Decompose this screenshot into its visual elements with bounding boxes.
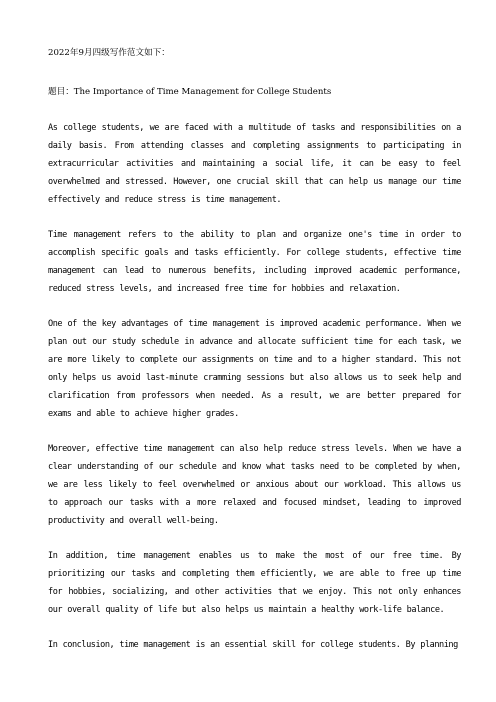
essay-title: 题目：The Importance of Time Management for College Students [48, 87, 332, 97]
document-body [48, 48, 461, 671]
paragraph-academic-performance: One of the key advantages of time management is improved academic performance. When we plan out our study schedule in advance and allocate sufficient time for each task, we are more likely to complete our assignments on time and to a higher standard. This not only helps us avoid last-minute cramming sessions but also allows us to seek help and clarification from professors when needed. As a result, we are better prepared for exams and able to achieve higher grades. [48, 319, 461, 419]
date-line: 2022年9月四级写作范文如下： [48, 48, 170, 58]
paragraph-conclusion: In conclusion, time management is an essential skill for college students. By planning [48, 640, 458, 650]
paragraph-free-time: In addition, time management enables us to make the most of our free time. By prioritizing our tasks and completing them efficiently, we are able to free up time for hobbies, socializing, and other activities that we enjoy. This not only enhances our overall quality of life but also helps us maintain a healthy work-life balance. [48, 551, 461, 615]
paragraph-stress-reduction: Moreover, effective time management can also help reduce stress levels. When we have a clear understanding of our schedule and know what tasks need to be completed by when, we are less likely to feel overwhelmed or anxious about our workload. This allows us to approach our tasks with a more relaxed and focused mindset, leading to improved productivity and overall well-being. [48, 444, 461, 526]
paragraph-definition: Time management refers to the ability to plan and organize one's time in order to accomplish specific goals and tasks efficiently. For college students, effective time management can lead to numerous benefits, including improved academic performance, reduced stress levels, and increased free time for hobbies and relaxation. [48, 230, 461, 294]
paragraph-intro: As college students, we are faced with a multitude of tasks and responsibilities on a daily basis. From attending classes and completing assignments to participating in extracurricular activities and maintaining a social life, it can be easy to feel overwhelmed and stressed. However, one crucial skill that can help us manage our time effectively and reduce stress is time management. [48, 123, 461, 205]
